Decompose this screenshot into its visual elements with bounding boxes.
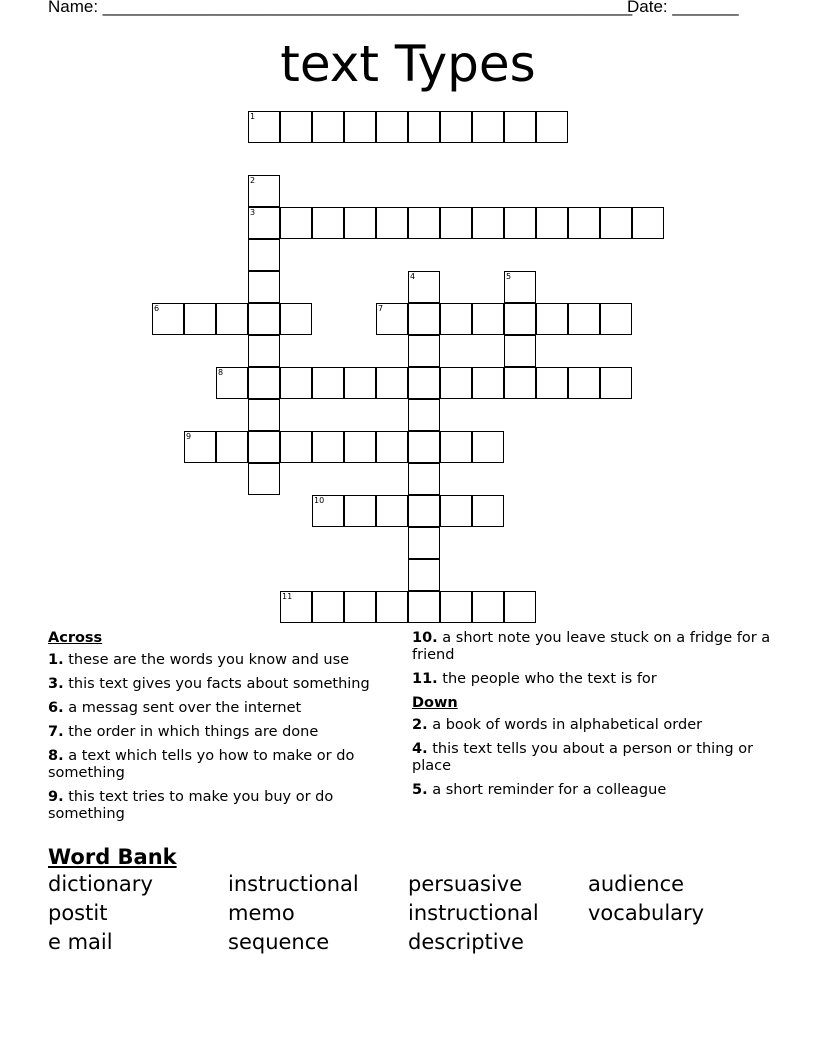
- crossword-cell[interactable]: [536, 367, 568, 399]
- clue-text: these are the words you know and use: [68, 652, 350, 668]
- crossword-cell[interactable]: [504, 207, 536, 239]
- crossword-cell[interactable]: [376, 591, 408, 623]
- crossword-cell[interactable]: [312, 591, 344, 623]
- crossword-cell[interactable]: [152, 303, 184, 335]
- clue-number-label: 2: [250, 176, 256, 185]
- crossword-cell[interactable]: [632, 207, 664, 239]
- clue-across-1: [48, 652, 398, 669]
- crossword-cell[interactable]: [280, 207, 312, 239]
- crossword-cell[interactable]: [472, 207, 504, 239]
- crossword-cell[interactable]: [600, 303, 632, 335]
- clue-text: a short note you leave stuck on a fridge for a friend: [412, 630, 771, 663]
- clue-text: a text which tells yo how to make or do something: [48, 748, 355, 781]
- crossword-cell[interactable]: [568, 303, 600, 335]
- clue-across-7: [48, 724, 398, 741]
- clue-number: 5.: [412, 782, 428, 798]
- word-bank-item: audience: [588, 872, 685, 896]
- crossword-cell[interactable]: [280, 111, 312, 143]
- crossword-cell[interactable]: [504, 271, 536, 303]
- crossword-cell[interactable]: [440, 431, 472, 463]
- clue-number-label: 6: [154, 304, 160, 313]
- crossword-cell[interactable]: [248, 463, 280, 495]
- crossword-cell[interactable]: [504, 111, 536, 143]
- word-bank-item: dictionary: [48, 872, 153, 896]
- word-bank-item: descriptive: [408, 930, 524, 954]
- clue-text: the people who the text is for: [442, 671, 657, 687]
- crossword-cell[interactable]: [568, 207, 600, 239]
- crossword-cell[interactable]: [248, 175, 280, 207]
- crossword-cell[interactable]: [536, 303, 568, 335]
- clue-text: the order in which things are done: [68, 724, 319, 740]
- crossword-cell[interactable]: [440, 367, 472, 399]
- crossword-cell[interactable]: [248, 367, 280, 399]
- crossword-cell[interactable]: [344, 431, 376, 463]
- crossword-cell[interactable]: [280, 367, 312, 399]
- crossword-cell[interactable]: [248, 431, 280, 463]
- date-field-label: Date: _______: [627, 0, 739, 16]
- crossword-cell[interactable]: [248, 303, 280, 335]
- crossword-cell[interactable]: [344, 111, 376, 143]
- crossword-cell[interactable]: [216, 431, 248, 463]
- clue-down-4: [412, 741, 772, 775]
- crossword-cell[interactable]: [600, 367, 632, 399]
- crossword-cell[interactable]: [504, 303, 536, 335]
- word-bank-item: persuasive: [408, 872, 523, 896]
- crossword-cell[interactable]: [376, 431, 408, 463]
- crossword-cell[interactable]: [472, 367, 504, 399]
- clue-text: this text gives you facts about something: [68, 676, 370, 692]
- clue-across-9: [48, 789, 398, 823]
- clue-down-5: [412, 782, 772, 799]
- crossword-cell[interactable]: [312, 111, 344, 143]
- crossword-cell[interactable]: [440, 111, 472, 143]
- crossword-cell[interactable]: [248, 335, 280, 367]
- clue-across-10: [412, 630, 772, 664]
- crossword-cell[interactable]: [408, 527, 440, 559]
- crossword-cell[interactable]: [248, 399, 280, 431]
- clue-number: 3.: [48, 676, 64, 692]
- crossword-cell[interactable]: [408, 271, 440, 303]
- crossword-cell[interactable]: [312, 367, 344, 399]
- clue-number: 6.: [48, 700, 64, 716]
- name-field-label: Name: ________________________________________________________: [48, 0, 633, 16]
- crossword-cell[interactable]: [408, 559, 440, 591]
- clue-number-label: 10: [314, 496, 325, 505]
- puzzle-title: text Types: [280, 35, 536, 93]
- word-bank-item: instructional: [408, 901, 539, 925]
- crossword-cell[interactable]: [472, 495, 504, 527]
- crossword-cell[interactable]: [344, 591, 376, 623]
- crossword-cell[interactable]: [376, 495, 408, 527]
- clue-number-label: 1: [250, 112, 256, 121]
- crossword-cell[interactable]: [184, 303, 216, 335]
- clue-number: 11.: [412, 671, 438, 687]
- crossword-cell[interactable]: [344, 495, 376, 527]
- crossword-cell[interactable]: [440, 207, 472, 239]
- crossword-cell[interactable]: [408, 335, 440, 367]
- crossword-cell[interactable]: [408, 367, 440, 399]
- crossword-cell[interactable]: [248, 207, 280, 239]
- crossword-cell[interactable]: [440, 303, 472, 335]
- word-bank-item: sequence: [228, 930, 330, 954]
- crossword-cell[interactable]: [504, 335, 536, 367]
- crossword-cell[interactable]: [216, 367, 248, 399]
- down-heading: Down: [412, 695, 458, 711]
- clue-across-6: [48, 700, 398, 717]
- clue-down-2: [412, 717, 772, 734]
- clue-text: a messag sent over the internet: [68, 700, 302, 716]
- crossword-cell[interactable]: [312, 207, 344, 239]
- crossword-cell[interactable]: [376, 303, 408, 335]
- crossword-cell[interactable]: [280, 303, 312, 335]
- word-bank-item: instructional: [228, 872, 359, 896]
- crossword-cell[interactable]: [472, 111, 504, 143]
- crossword-cell[interactable]: [440, 495, 472, 527]
- crossword-cell[interactable]: [376, 111, 408, 143]
- word-bank-item: memo: [228, 901, 295, 925]
- word-bank-item: postit: [48, 901, 108, 925]
- crossword-cell[interactable]: [408, 495, 440, 527]
- clue-text: a short reminder for a colleague: [432, 782, 667, 798]
- crossword-cell[interactable]: [536, 111, 568, 143]
- clue-number: 10.: [412, 630, 438, 646]
- clue-number: 7.: [48, 724, 64, 740]
- crossword-cell[interactable]: [344, 207, 376, 239]
- clue-text: this text tells you about a person or thing or place: [412, 741, 754, 774]
- crossword-cell[interactable]: [408, 207, 440, 239]
- crossword-cell[interactable]: [248, 111, 280, 143]
- crossword-cell[interactable]: [184, 431, 216, 463]
- clue-number: 9.: [48, 789, 64, 805]
- crossword-cell[interactable]: [472, 303, 504, 335]
- crossword-cell[interactable]: [408, 431, 440, 463]
- crossword-cell[interactable]: [312, 431, 344, 463]
- crossword-cell[interactable]: [408, 399, 440, 431]
- crossword-cell[interactable]: [280, 431, 312, 463]
- clue-number: 4.: [412, 741, 428, 757]
- clue-number-label: 7: [378, 304, 384, 313]
- crossword-cell[interactable]: [536, 207, 568, 239]
- clue-number-label: 9: [186, 432, 192, 441]
- across-heading: Across: [48, 630, 103, 646]
- crossword-cell[interactable]: [216, 303, 248, 335]
- crossword-cell[interactable]: [408, 111, 440, 143]
- crossword-cell[interactable]: [376, 207, 408, 239]
- crossword-cell[interactable]: [312, 495, 344, 527]
- crossword-cell[interactable]: [408, 303, 440, 335]
- clue-number: 8.: [48, 748, 64, 764]
- across-clues: [48, 630, 398, 830]
- crossword-cell[interactable]: [408, 591, 440, 623]
- crossword-cell[interactable]: [344, 367, 376, 399]
- crossword-cell[interactable]: [440, 591, 472, 623]
- crossword-cell[interactable]: [568, 367, 600, 399]
- crossword-cell[interactable]: [600, 207, 632, 239]
- word-bank-item: e mail: [48, 930, 113, 954]
- word-bank-item: vocabulary: [588, 901, 705, 925]
- crossword-cell[interactable]: [280, 591, 312, 623]
- word-bank-title: Word Bank: [48, 845, 177, 869]
- crossword-cell[interactable]: [472, 591, 504, 623]
- clue-across-3: [48, 676, 398, 693]
- clue-text: this text tries to make you buy or do something: [48, 789, 334, 822]
- clue-number-label: 8: [218, 368, 224, 377]
- crossword-cell[interactable]: [408, 463, 440, 495]
- crossword-cell[interactable]: [504, 591, 536, 623]
- clue-number-label: 4: [410, 272, 416, 281]
- clue-number: 1.: [48, 652, 64, 668]
- clue-text: a book of words in alphabetical order: [432, 717, 703, 733]
- crossword-cell[interactable]: [472, 431, 504, 463]
- clue-number-label: 5: [506, 272, 512, 281]
- clue-across-11: [412, 671, 772, 688]
- clue-across-8: [48, 748, 398, 782]
- crossword-cell[interactable]: [504, 367, 536, 399]
- clue-number: 2.: [412, 717, 428, 733]
- word-bank: [48, 872, 768, 954]
- clue-number-label: 11: [282, 592, 293, 601]
- crossword-cell[interactable]: [248, 271, 280, 303]
- crossword-cell[interactable]: [248, 239, 280, 271]
- clue-number-label: 3: [250, 208, 256, 217]
- down-clues: [412, 630, 772, 806]
- crossword-cell[interactable]: [376, 367, 408, 399]
